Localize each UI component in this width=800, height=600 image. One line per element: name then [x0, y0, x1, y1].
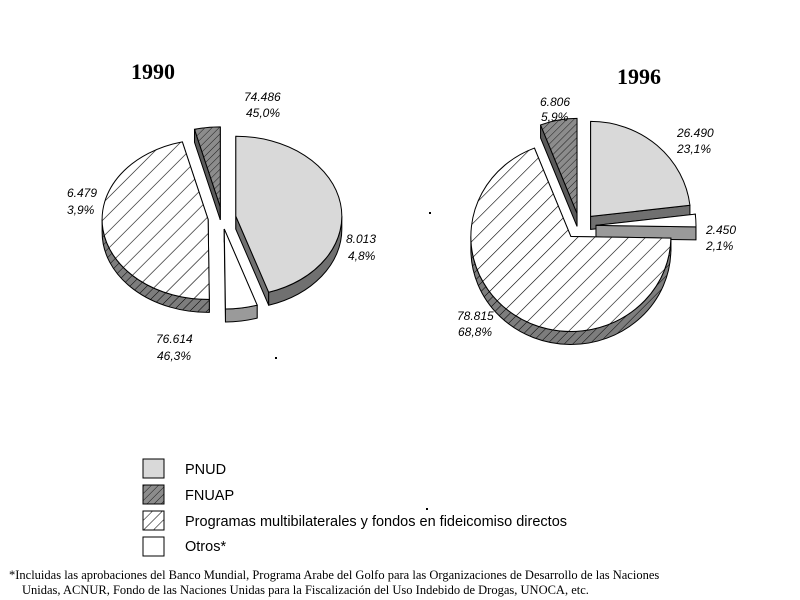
chart-title-1996: 1996 — [617, 64, 661, 89]
label-1990-fnuap-value: 6.479 — [67, 186, 98, 200]
legend-item-programas — [143, 511, 567, 530]
legend-swatch-pnud — [143, 459, 164, 478]
label-1990-pnud-value: 74.486 — [244, 90, 281, 104]
footnote-line-2: Unidas, ACNUR, Fondo de las Naciones Unidas para la Fiscalización del Uso Indebido de Drogas, UNOCA, etc. — [22, 583, 589, 597]
stray-mark — [426, 508, 428, 510]
legend-swatch-otros — [143, 537, 164, 556]
legend-item-otros — [143, 537, 226, 556]
label-1996-pnud-percent: 23,1% — [677, 142, 712, 156]
label-1990-pnud-percent: 45,0% — [246, 106, 281, 120]
legend-item-fnuap — [143, 485, 234, 504]
legend — [143, 459, 567, 556]
slice-1990-prog — [102, 142, 209, 300]
stray-mark — [275, 357, 277, 359]
label-1996-fnuap-value: 6.806 — [540, 95, 571, 109]
label-1990-otros-value: 8.013 — [346, 232, 377, 246]
label-1996-pnud-value: 26.490 — [677, 126, 714, 140]
legend-item-pnud — [143, 459, 226, 478]
label-1990-prog-value: 76.614 — [156, 332, 193, 346]
pie-chart-1996 — [471, 118, 696, 344]
label-1996-otros-value: 2.450 — [706, 223, 737, 237]
chart-title-1990: 1990 — [131, 59, 175, 84]
label-1990-fnuap-percent: 3,9% — [67, 203, 95, 217]
pie-chart-1990 — [102, 127, 342, 322]
legend-swatch-fnuap — [143, 485, 164, 504]
legend-label-otros: Otros* — [185, 539, 227, 555]
label-1996-prog-value: 78.815 — [457, 309, 494, 323]
footnote-line-1: *Incluidas las aprobaciones del Banco Mundial, Programa Arabe del Golfo para las Organizaciones de Desarrollo de las Naciones — [9, 568, 660, 582]
legend-label-fnuap: FNUAP — [185, 488, 235, 504]
stray-mark — [429, 212, 431, 214]
label-1996-otros-percent: 2,1% — [706, 239, 734, 253]
legend-label-programas: Programas multibilaterales y fondos en fideicomiso directos — [185, 514, 568, 530]
label-1996-fnuap-percent: 5,9% — [541, 110, 569, 124]
legend-swatch-programas — [143, 511, 164, 530]
legend-label-pnud: PNUD — [185, 462, 227, 478]
label-1996-prog-percent: 68,8% — [458, 325, 493, 339]
label-1990-prog-percent: 46,3% — [157, 349, 192, 363]
slice-1996-pnud — [591, 121, 690, 216]
label-1990-otros-percent: 4,8% — [348, 249, 376, 263]
